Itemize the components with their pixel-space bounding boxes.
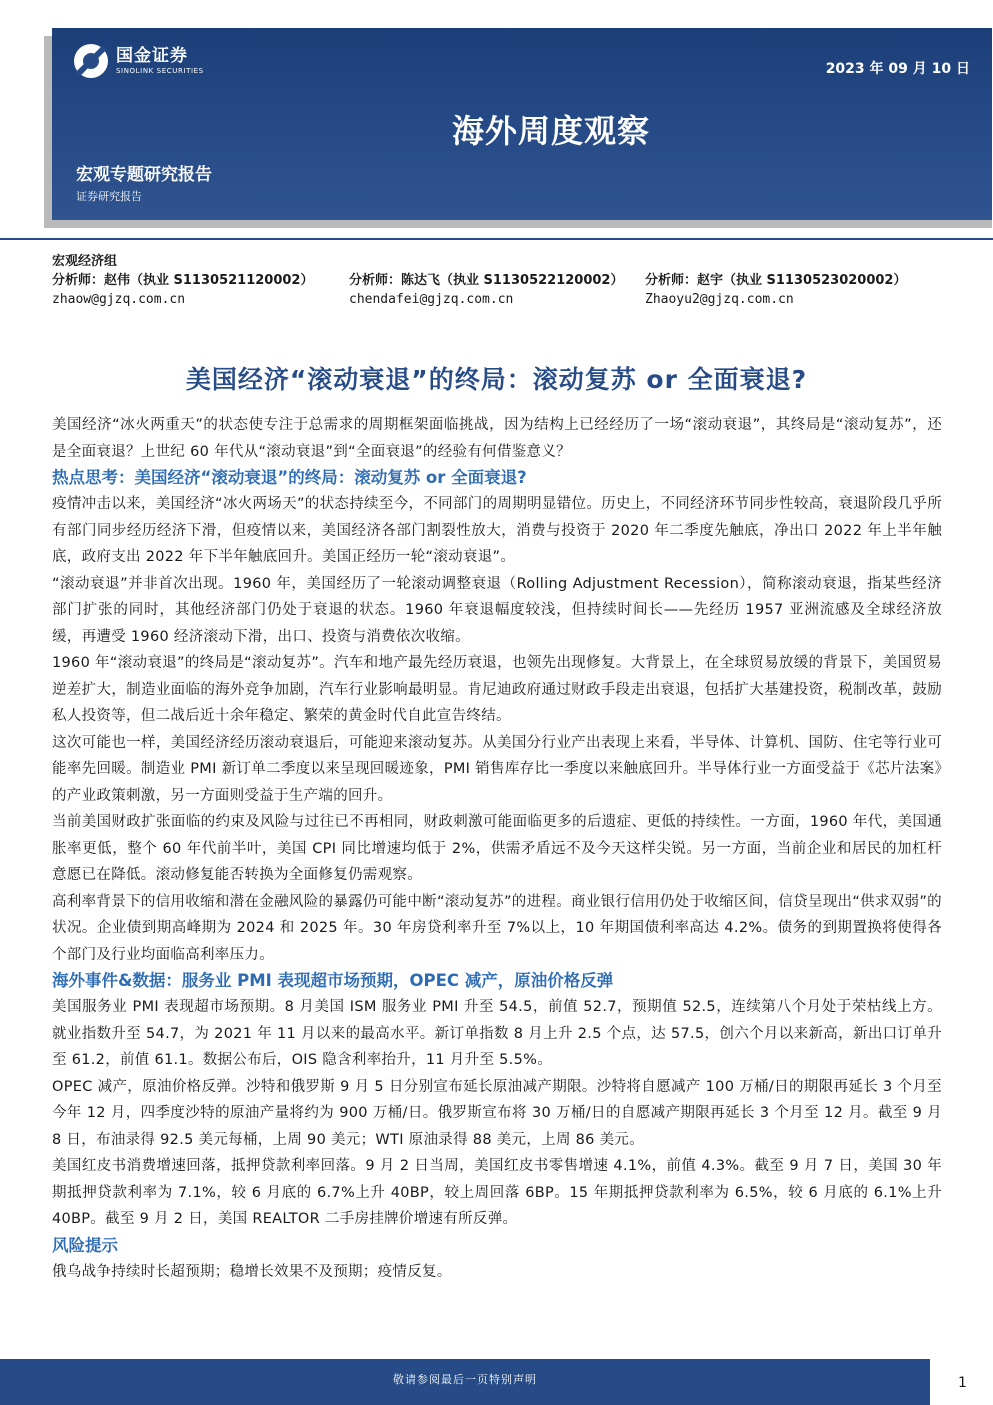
report-date: 2023 年 09 月 10 日 [825,61,970,77]
risk-paragraph: 俄乌战争持续时长超预期；稳增长效果不及预期；疫情反复。 [52,1263,452,1280]
report-body [52,412,942,1285]
header-banner [52,28,992,220]
body-paragraph: 当前美国财政扩张面临的约束及风险与过往已不再相同，财政刺激可能面临更多的后遗症、更低的持续性。一方面，1960 年代，美国通胀率更低，整个 60 年代前半叶，美国 CPI 同比增速均低于 2%，供需矛盾远不及今天这样尖锐。另一方面，当前企业和居民的加杠杆意愿已在降低。滚动修复能否转换为全面修复仍需观察。 [52,814,942,883]
body-paragraph: 高利率背景下的信用收缩和潜在金融风险的暴露仍可能中断“滚动复苏”的进程。商业银行信用仍处于收缩区间，信贷呈现出“供求双弱”的状况。企业债到期高峰期为 2024 和 2025 年。30 年房贷利率升至 7%以上，10 年期国债利率高达 4.2%。债务的到期置换将使得各个部门及行业均面临高利率压力。 [52,893,942,963]
body-paragraph: 疫情冲击以来，美国经济“冰火两场天”的状态持续至今，不同部门的周期明显错位。历史上，不同经济环节同步性较高，衰退阶段几乎所有部门同步经历经济下滑，但疫情以来，美国经济各部门割裂性放大，消费与投资于 2020 年二季度先触底，净出口 2022 年上半年触底，政府支出 2022 年下半年触底回升。美国正经历一轮“滚动衰退”。 [52,496,942,565]
intro-paragraph: 美国经济“冰火两重天”的状态使专注于总需求的周期框架面临挑战，因为结构上已经经历了一场“滚动衰退”，其终局是“滚动复苏”，还是全面衰退？上世纪 60 年代从“滚动衰退”到“全面衰退”的经验有何借鉴意义？ [52,417,942,460]
body-paragraph: OPEC 减产，原油价格反弹。沙特和俄罗斯 9 月 5 日分别宣布延长原油减产期限。沙特将自愿减产 100 万桶/日的期限再延长 3 个月至今年 12 月，四季度沙特的原油产量将约为 900 万桶/日。俄罗斯宣布将 30 万桶/日的自愿减产期限再延长 3 个月至 12 月。截至 9 月 8 日，布油录得 92.5 美元每桶，上周 90 美元；WTI 原油录得 88 美元，上周 86 美元。 [52,1078,942,1148]
header-divider [0,238,993,240]
analyst-block [52,252,972,309]
report-type: 宏观专题研究报告 [76,165,212,185]
body-paragraph: 美国服务业 PMI 表现超市场预期。8 月美国 ISM 服务业 PMI 升至 54.5，前值 52.7，预期值 52.5，连续第八个月处于荣枯线上方。就业指数升至 54.7，为 2021 年 11 月以来的最高水平。新订单指数 8 月上升 2.5 个点，达 57.5，创六个月以来新高，新出口订单升至 61.2，前值 61.1。数据公布后，OIS 隐含利率抬升，11 月升至 5.5%。 [52,999,942,1068]
body-paragraph: 美国红皮书消费增速回落，抵押贷款利率回落。9 月 2 日当周，美国红皮书零售增速 4.1%，前值 4.3%。截至 9 月 7 日，美国 30 年期抵押贷款利率为 7.1%，较 6 月底的 6.7%上升 40BP，较上周回落 6BP。15 年期抵押贷款利率为 6.5%，较 6 月底的 6.1%上升 40BP。截至 9 月 2 日，美国 REALTOR 二手房挂牌价增速有所反弹。 [52,1158,942,1227]
body-paragraph: 这次可能也一样，美国经济经历滚动衰退后，可能迎来滚动复苏。从美国分行业产出表现上来看，半导体、计算机、国防、住宅等行业可能率先回暖。制造业 PMI 新订单二季度以来呈现回暖迹象，PMI 销售库存比一季度以来触底回升。半导体行业一方面受益于《芯片法案》的产业政策刺激，另一方面则受益于生产端的回升。 [52,734,942,804]
analyst-1-name: 分析师：赵伟（执业 S1130521120002） [52,273,314,288]
logo-name-en: SINOLINK SECURITIES [116,66,204,75]
analyst-group: 宏观经济组 [52,254,118,269]
body-paragraph: 1960 年“滚动衰退”的终局是“滚动复苏”。汽车和地产最先经历衰退，也领先出现修复。大背景上，在全球贸易放缓的背景下，美国贸易逆差扩大，制造业面临的海外竞争加剧，汽车行业影响最明显。肯尼迪政府通过财政手段走出衰退，包括扩大基建投资，税制改革，鼓励私人投资等，但二战后近十余年稳定、繁荣的黄金时代自此宣告终结。 [52,655,942,724]
report-title: 美国经济“滚动衰退”的终局：滚动复苏 or 全面衰退? [185,365,808,394]
section-heading-risk: 风险提示 [52,1235,118,1255]
analyst-2-email[interactable]: chendafei@gjzq.com.cn [349,292,514,307]
page-number: 1 [958,1375,967,1391]
logo-name-cn: 国金证券 [116,45,188,66]
company-logo [74,44,204,78]
logo-mark-icon [74,44,108,78]
report-subtype: 证券研究报告 [76,190,142,203]
body-paragraph: “滚动衰退”并非首次出现。1960 年，美国经历了一轮滚动调整衰退（Rolling Adjustment Recession），简称滚动衰退，指某些经济部门扩张的同时，其他经济部门仍处于衰退的状态。1960 年衰退幅度较浅，但持续时间长——先经历 1957 亚洲流感及全球经济放缓，再遭受 1960 经济滚动下滑，出口、投资与消费依次收缩。 [52,575,942,645]
analyst-3-email[interactable]: Zhaoyu2@gjzq.com.cn [645,292,794,307]
footer-disclaimer-note: 敬请参阅最后一页特别声明 [393,1373,537,1386]
series-title: 海外周度观察 [452,112,651,150]
section-heading-hot-topic: 热点思考：美国经济“滚动衰退”的终局：滚动复苏 or 全面衰退? [52,468,527,487]
analyst-3-name: 分析师：赵宇（执业 S1130523020002） [645,273,907,288]
section-heading-events: 海外事件&数据：服务业 PMI 表现超市场预期，OPEC 减产，原油价格反弹 [52,971,614,990]
analyst-2-name: 分析师：陈达飞（执业 S1130522120002） [349,273,624,288]
analyst-1-email[interactable]: zhaow@gjzq.com.cn [52,292,186,307]
